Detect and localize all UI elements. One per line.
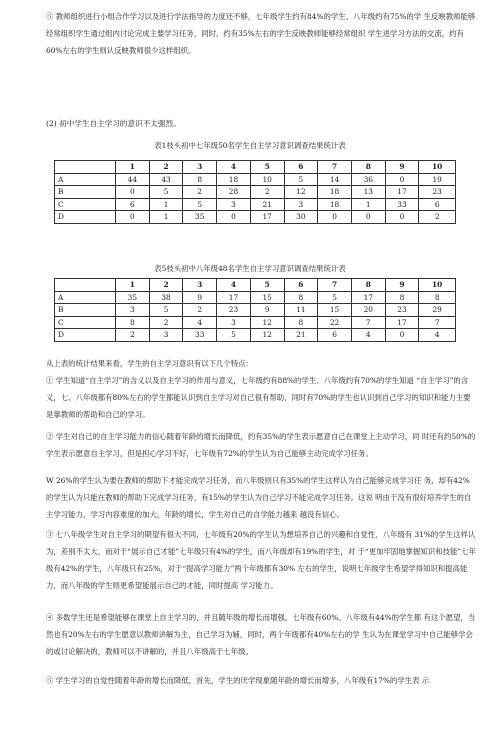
table-cell: 6 xyxy=(318,329,352,342)
table-cell: 3 xyxy=(116,304,150,317)
column-header: 1 xyxy=(116,279,150,292)
column-header: 9 xyxy=(385,279,419,292)
table-cell: 5 xyxy=(217,329,251,342)
paragraph-teacher-organization: ⑤ 教师组织进行小组合作学习以及进行学法指导的力度还不够，七年级学生约有84%的学生、八年级约有75%的学 生反映教师能够经常组织学生通过组内讨论完成主要学习任务，同时，约有35%左右的学生反映教师能够经常组织 学生进学习方法的交流，约有60%左右的学生则认反映教师很少这样组织。 xyxy=(46,12,476,55)
table-cell: 0 xyxy=(385,329,419,342)
table-cell: 12 xyxy=(250,316,284,329)
table-cell: 23 xyxy=(419,186,456,199)
column-header: 9 xyxy=(385,161,419,174)
table-cell: 14 xyxy=(318,173,352,186)
table-cell: 5 xyxy=(318,291,352,304)
column-header: 3 xyxy=(183,161,217,174)
table-cell: 3 xyxy=(217,316,251,329)
table-cell: 11 xyxy=(284,304,318,317)
paragraph-point-1: ① 学生知道“自主学习”的含义以及自主学习的作用与意义，七年级约有88%的学生、八年级约有70%的学生知道 “自主学习”的含义，七、八年级都有80%左右的学生都能认识到自主学习对自己很有帮助，同时有70%的学生也认识到自己学习的知识和能力主要是靠教师的帮助和自己的学习。 xyxy=(46,376,471,419)
column-header xyxy=(55,161,116,174)
column-header: 10 xyxy=(419,161,456,174)
table-row xyxy=(55,186,456,199)
column-header: 7 xyxy=(318,279,352,292)
table-cell: 35 xyxy=(116,291,150,304)
table-cell: 9 xyxy=(250,304,284,317)
table-cell: 7 xyxy=(419,316,456,329)
table-cell: 5 xyxy=(149,186,183,199)
column-header: 5 xyxy=(250,279,284,292)
table-cell: 1 xyxy=(149,198,183,211)
row-header: B xyxy=(55,186,116,199)
table-cell: 33 xyxy=(385,198,419,211)
table-cell: 38 xyxy=(149,291,183,304)
table-cell: 0 xyxy=(217,211,251,224)
column-header: 8 xyxy=(351,161,385,174)
column-header: 4 xyxy=(217,161,251,174)
table-cell: 17 xyxy=(250,211,284,224)
table-cell: 43 xyxy=(149,173,183,186)
paragraph-point-3: ③ 七八年级学生对自主学习的期望有很大不同，七年级有20%的学生认为想培养自己的兴趣和自觉性，八年级有 31%的学生这样认为，差别不太大，而对于“展示自己才能”七年级只有4%的学生，而八年级却有19%的学生，对 于“更加牢固地掌握知识和技能”七年级有42%的学生，八年级只有25%，对于“提高学习能力”两个年级都有30% 左右的学生，说明七年级学生希望学得知识和提高能力，而八年级的学生则更希望能展示自己的才能，同时提高 学习能力。 xyxy=(46,530,476,590)
table-cell: 0 xyxy=(385,173,419,186)
table-cell: 4 xyxy=(183,316,217,329)
table-cell: 2 xyxy=(419,211,456,224)
table-cell: 19 xyxy=(419,173,456,186)
table-cell: 2 xyxy=(250,186,284,199)
table-cell: 18 xyxy=(318,198,352,211)
table2-caption: 表5枝头初中八年级48名学生自主学习意识调查结果统计表 xyxy=(154,264,346,273)
table-cell: 8 xyxy=(116,316,150,329)
row-header: D xyxy=(55,211,116,224)
table-row xyxy=(55,173,456,186)
table-cell: 33 xyxy=(183,329,217,342)
paragraph-point-2: ② 学生对自己的自主学习能力的信心随着年龄的增长而降低，约有35%的学生表示愿意自己在课堂上主动学习，同 时还有约50%的学生表示愿意自主学习，但是担心学习不好，七年级有72%的学生认为自己能够主动完成学习任务。 xyxy=(46,432,476,458)
column-header: 6 xyxy=(284,161,318,174)
column-header: 6 xyxy=(284,279,318,292)
table-cell: 3 xyxy=(217,198,251,211)
table-cell: 13 xyxy=(351,186,385,199)
column-header: 2 xyxy=(149,161,183,174)
table-cell: 0 xyxy=(385,211,419,224)
table-cell: 18 xyxy=(217,173,251,186)
table-cell: 35 xyxy=(183,211,217,224)
table-cell: 5 xyxy=(284,173,318,186)
row-header: A xyxy=(55,291,116,304)
row-header: A xyxy=(55,173,116,186)
row-header: B xyxy=(55,304,116,317)
table-cell: 44 xyxy=(116,173,150,186)
table-cell: 4 xyxy=(351,329,385,342)
paragraph-point-4: ④ 多数学生还是希望能够在课堂上自主学习的，并且随年级的增长而增强，七年级有60%、八年级有44%的学生都 有这个愿望，当然也有20%左右的学生愿意以教师讲解为主，自己学习为辅，同时，两个年级都有40%左右的学 生认为在课堂学习中自己能够学会的或讨论解决的，教师可以不讲解的，并且八年级高于七年级。 xyxy=(46,613,476,656)
table1-grade7-survey xyxy=(54,160,456,224)
table-cell: 17 xyxy=(351,291,385,304)
table-cell: 2 xyxy=(183,304,217,317)
table-cell: 0 xyxy=(116,211,150,224)
table-cell: 17 xyxy=(217,291,251,304)
column-header: 5 xyxy=(250,161,284,174)
table-cell: 22 xyxy=(318,316,352,329)
row-header: D xyxy=(55,329,116,342)
table-cell: 1 xyxy=(351,198,385,211)
table-row xyxy=(55,291,456,304)
table-cell: 2 xyxy=(116,329,150,342)
table-cell: 17 xyxy=(385,316,419,329)
paragraph-point-5: ⑤ 学生学习的自觉性随着年龄的增长而降低，首先，学生的厌学现象随年龄的增长而增多，八年级有17%的学生表 示 xyxy=(46,676,430,685)
column-header: 1 xyxy=(116,161,150,174)
table-row xyxy=(55,329,456,342)
table-cell: 6 xyxy=(116,198,150,211)
table-cell: 29 xyxy=(419,304,456,317)
table-cell: 0 xyxy=(116,186,150,199)
table-cell: 3 xyxy=(284,198,318,211)
table-cell: 2 xyxy=(183,186,217,199)
paragraph-w26: W 26%的学生认为要在教师的帮助下才能完成学习任务，而八年级则只有35%的学生这样认为自己能够完成学习任 务，却有42%的学生认为只能在教师的帮助下完成学习任务，有15%的学生认为自己学习不能完成学习任务。这说 明由于没有很好培养学生的自主学习能力，学习内容难度的加大，年龄的增长，学生对自己的自学能力越来 越没有信心。 xyxy=(46,476,472,519)
table-cell: 30 xyxy=(284,211,318,224)
table-cell: 15 xyxy=(250,291,284,304)
table-cell: 21 xyxy=(250,198,284,211)
column-header: 7 xyxy=(318,161,352,174)
table-cell: 4 xyxy=(419,329,456,342)
table-cell: 2 xyxy=(149,316,183,329)
table-cell: 28 xyxy=(217,186,251,199)
table-row xyxy=(55,211,456,224)
table-cell: 8 xyxy=(284,316,318,329)
table-cell: 6 xyxy=(419,198,456,211)
table-cell: 0 xyxy=(318,211,352,224)
row-header: C xyxy=(55,316,116,329)
table1-caption: 表1枝头初中七年级50名学生自主学习意识调查结果统计表 xyxy=(154,141,346,150)
table-cell: 8 xyxy=(183,173,217,186)
table-cell: 8 xyxy=(284,291,318,304)
table-cell: 8 xyxy=(419,291,456,304)
column-header: 4 xyxy=(217,279,251,292)
column-header: 2 xyxy=(149,279,183,292)
table-cell: 10 xyxy=(250,173,284,186)
table-cell: 15 xyxy=(318,304,352,317)
table-cell: 1 xyxy=(149,211,183,224)
table-header-row xyxy=(55,161,456,174)
table-cell: 21 xyxy=(284,329,318,342)
table-cell: 23 xyxy=(385,304,419,317)
table-cell: 3 xyxy=(149,329,183,342)
section-heading: (2) 初中学生自主学习的意识不太强烈。 xyxy=(46,119,181,128)
table-cell: 5 xyxy=(183,198,217,211)
table-row xyxy=(55,316,456,329)
table-cell: 23 xyxy=(217,304,251,317)
column-header: 3 xyxy=(183,279,217,292)
table-cell: 18 xyxy=(318,186,352,199)
table-cell: 12 xyxy=(284,186,318,199)
row-header: C xyxy=(55,198,116,211)
table-header-row xyxy=(55,279,456,292)
table2-grade8-survey xyxy=(54,278,456,342)
table-cell: 0 xyxy=(351,211,385,224)
table-cell: 8 xyxy=(385,291,419,304)
table-cell: 20 xyxy=(351,304,385,317)
column-header xyxy=(55,279,116,292)
table-cell: 12 xyxy=(250,329,284,342)
column-header: 8 xyxy=(351,279,385,292)
table-cell: 36 xyxy=(351,173,385,186)
table-cell: 7 xyxy=(351,316,385,329)
analysis-intro: 从上表的统计结果来看，学生的自主学习意识有以下几个特点： xyxy=(46,359,253,368)
table-row xyxy=(55,304,456,317)
table-cell: 9 xyxy=(183,291,217,304)
column-header: 10 xyxy=(419,279,456,292)
table-row xyxy=(55,198,456,211)
table-cell: 17 xyxy=(385,186,419,199)
table-cell: 5 xyxy=(149,304,183,317)
